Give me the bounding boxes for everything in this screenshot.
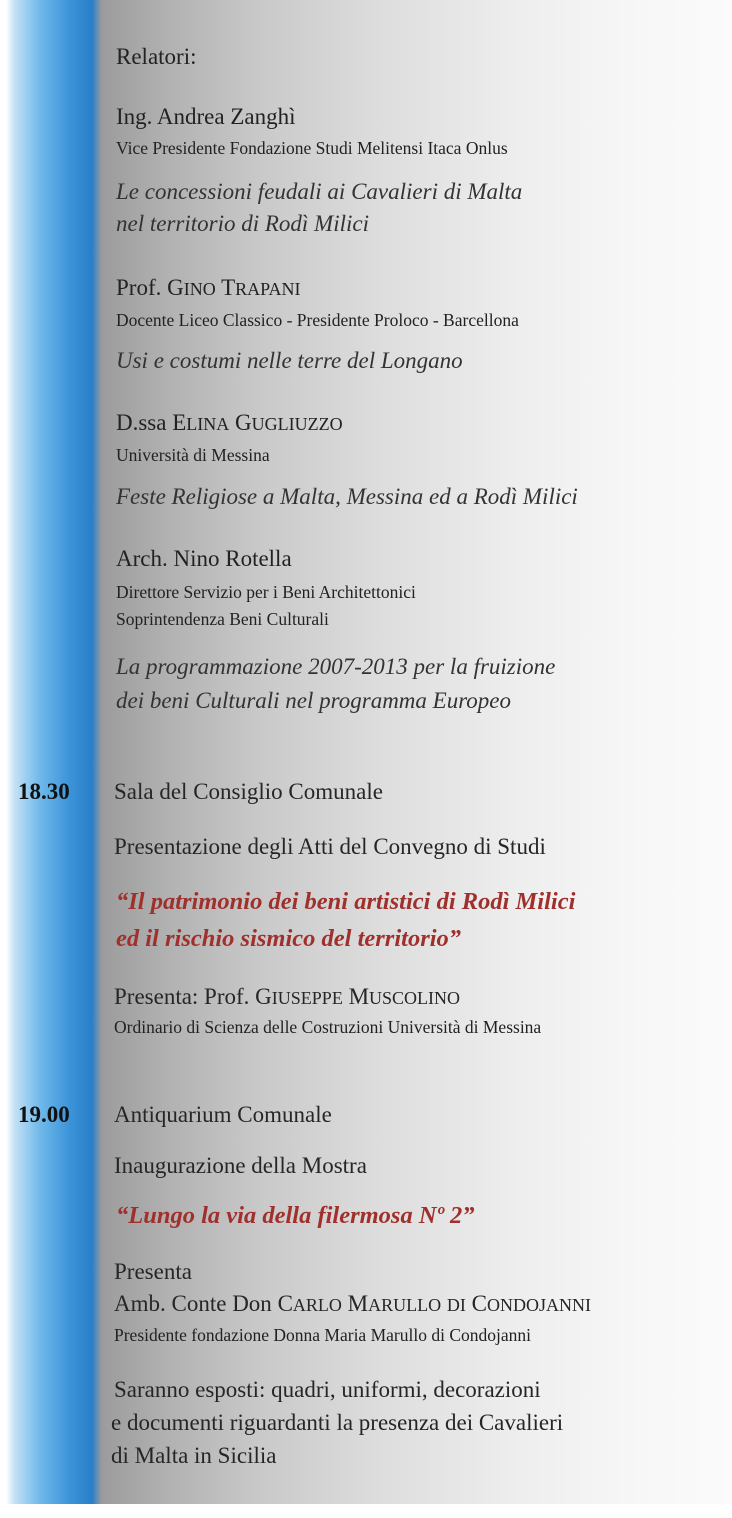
speaker-affiliation: Vice Presidente Fondazione Studi Melitensi Itaca Onlus: [116, 138, 508, 158]
speaker-affiliation: Direttore Servizio per i Beni Architettonici: [116, 582, 416, 602]
exhibit-description: e documenti riguardanti la presenza dei Cavalieri: [111, 1410, 564, 1435]
speaker-name: Arch. Nino Rotella: [116, 546, 292, 571]
exhibit-description: di Malta in Sicilia: [111, 1443, 277, 1468]
talk-title: nel territorio di Rodì Milici: [116, 211, 369, 236]
speaker-name: Ing. Andrea Zanghì: [116, 104, 296, 129]
event-description: Inaugurazione della Mostra: [114, 1153, 367, 1178]
speaker-affiliation: Docente Liceo Classico - Presidente Proloco - Barcellona: [116, 310, 519, 330]
exhibit-description: Saranno esposti: quadri, uniformi, decorazioni: [114, 1377, 541, 1402]
talk-title: dei beni Culturali nel programma Europeo: [116, 688, 512, 713]
event-description: Presentazione degli Atti del Convegno di Studi: [114, 834, 546, 859]
event-presenter: Amb. Conte Don CARLO MARULLO DI CONDOJANNI: [114, 1291, 591, 1316]
event-title: “Il patrimonio dei beni artistici di Rodì Milici: [116, 888, 576, 915]
event-venue: Antiquarium Comunale: [114, 1102, 332, 1127]
event-title: ed il rischio sismico del territorio”: [116, 925, 462, 952]
event-title: “Lungo la via della filermosa Nº 2”: [116, 1202, 475, 1229]
event-venue: Sala del Consiglio Comunale: [114, 779, 383, 804]
talk-title: Le concessioni feudali ai Cavalieri di Malta: [116, 179, 523, 204]
presenter-affiliation: Ordinario di Scienza delle Costruzioni Università di Messina: [114, 1017, 542, 1037]
speaker-affiliation: Università di Messina: [116, 445, 270, 465]
talk-title: Feste Religiose a Malta, Messina ed a Rodì Milici: [116, 484, 578, 509]
speaker-name: Prof. GINO TRAPANI: [116, 275, 301, 300]
speaker-affiliation: Soprintendenza Beni Culturali: [116, 609, 329, 629]
presenter-affiliation: Presidente fondazione Donna Maria Marullo di Condojanni: [114, 1325, 531, 1345]
event-presenter: Presenta: Prof. GIUSEPPE MUSCOLINO: [114, 984, 461, 1009]
speaker-name: D.ssa ELINA GUGLIUZZO: [116, 410, 343, 435]
event-time: 18.30: [18, 779, 70, 804]
relatori-label: Relatori:: [116, 44, 197, 69]
presenter-label: Presenta: [114, 1259, 192, 1284]
talk-title: Usi e costumi nelle terre del Longano: [116, 348, 463, 373]
event-time: 19.00: [18, 1102, 70, 1127]
talk-title: La programmazione 2007-2013 per la fruizione: [116, 654, 556, 679]
